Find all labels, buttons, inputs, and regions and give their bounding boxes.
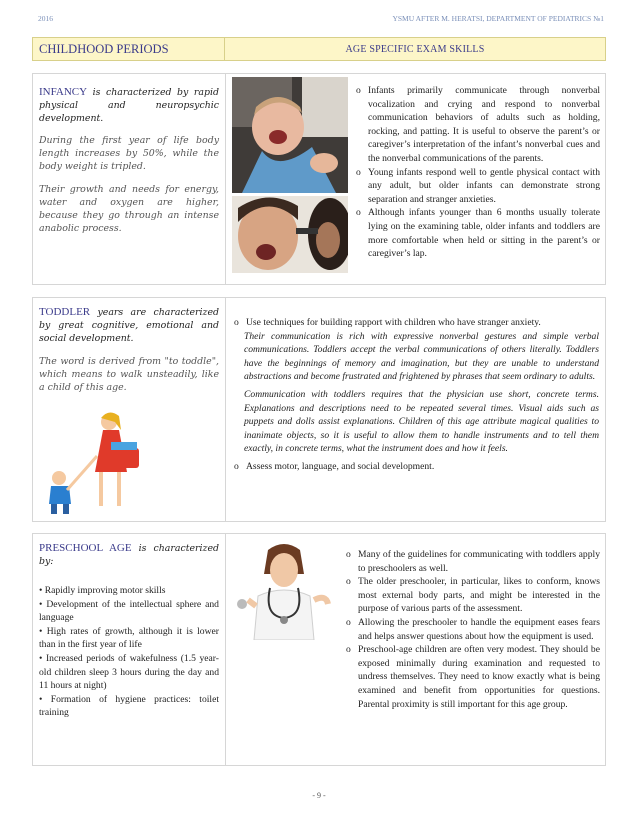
list-item: • Development of the intellectual sphere and language — [39, 598, 219, 624]
list-item: • Formation of hygiene practices: toilet training — [39, 693, 219, 719]
preschool-list — [39, 584, 219, 720]
preschool-title: PRESCHOOL AGE — [39, 542, 132, 554]
toddler-para1: Their communication is rich with expressive nonverbal gestures and simple verbal communications. Toddlers accept the verbal communications of others literally. Toddlers have the beginnings of memory and imagination, but they are unable to understand abstractions and become frustrated and frightened by phrases that seem ordinary to adults. — [244, 330, 599, 383]
list-item: • High rates of growth, although it is lower than in the first year of life — [39, 625, 219, 651]
infancy-p1: During the first year of life body length increases by 50%, while the body weight is tripled. — [39, 135, 219, 172]
title-bar — [32, 37, 606, 61]
header-year: 2016 — [38, 14, 53, 23]
preschool-lead: is characterized by: — [39, 543, 219, 567]
toddler-section — [32, 297, 606, 522]
doctor-stethoscope-photo — [234, 540, 334, 640]
infancy-p2: Their growth and needs for energy, water and oxygen are higher, because they go through an intense anabolic process. — [39, 184, 219, 234]
toddler-bullet1: o Use techniques for building rapport with children who have stranger anxiety. — [234, 317, 541, 328]
toddler-lead: years are characterized by great cognitive, emotional and social development. — [39, 307, 219, 344]
preschool-section — [32, 533, 606, 766]
header-institution: YSMU AFTER M. HERATSI, DEPARTMENT OF PEDIATRICS №1 — [392, 14, 604, 23]
list-item: • Increased periods of wakefulness (1.5 year-old children sleep 3 hours during the day and 11 hours at night) — [39, 652, 219, 692]
toddler-bullet2: o Assess motor, language, and social development. — [234, 460, 435, 472]
preschool-bullet: o The older preschooler, in particular, likes to conform, knows most external body parts, and might be interested in the purpose of various parts of the assessment. — [346, 576, 600, 615]
preschool-bullet: o Allowing the preschooler to handle the equipment eases fears and helps answer questions about how the equipment is used. — [346, 616, 600, 642]
toddler-title: TODDLER — [39, 306, 91, 318]
infancy-bullets — [356, 84, 600, 261]
title-childhood-periods: CHILDHOOD PERIODS — [33, 38, 225, 60]
infancy-bullet: o Young infants respond well to gentle physical contact with any adult, but older infants can demonstrate strong separation and stranger anxieties. — [356, 166, 600, 205]
toddler-p1: The word is derived from "to toddle", which means to walk unsteadily, like a child of this age. — [39, 356, 219, 393]
list-item: • Rapidly improving motor skills — [39, 585, 166, 596]
page-number: - 9 - — [312, 791, 326, 800]
doctor-exam-photo — [232, 196, 348, 273]
preschool-bullets — [346, 548, 600, 711]
crying-baby-photo — [232, 77, 348, 193]
infancy-bullet: o Infants primarily communicate through nonverbal vocalization and crying and respond to nonverbal communication behaviors of adults such as holding, rocking, and patting. It is useful to observe the parent’s or caregiver’s interpretation of the infant’s nonverbal cues and the nonverbal communications of the parents. — [356, 85, 600, 164]
infancy-lead: is characterized by rapid physical and neuropsychic development. — [39, 87, 219, 124]
infancy-section — [32, 73, 606, 285]
preschool-bullet: o Preschool-age children are often very modest. They should be exposed minimally during examination and requested to undress themselves. They need to know exactly what is being examined and benefit from opportunities for questions. Parental proximity is still important for this age group. — [346, 644, 600, 710]
infancy-title: INFANCY — [39, 86, 88, 98]
title-exam-skills: AGE SPECIFIC EXAM SKILLS — [345, 44, 485, 55]
preschool-bullet: o Many of the guidelines for communicating with toddlers apply to preschoolers as well. — [346, 549, 600, 574]
mother-toddler-illustration — [35, 408, 145, 518]
infancy-bullet: o Although infants younger than 6 months usually tolerate lying on the examining table, older infants and toddlers are more comfortable when held or sitting in the parent’s or caregiver’s lap. — [356, 207, 600, 260]
toddler-para2: Communication with toddlers requires that the physician use short, concrete terms. Explanations and descriptions need to be repeated several times. Visual aids such as puppets and dolls assist explanations. Children of this age attribute magical qualities to inanimate objects, so it is useful to allow them to handle instruments and to tell them exactly, in concrete terms, what the instrument does and how it feels. — [244, 388, 599, 455]
